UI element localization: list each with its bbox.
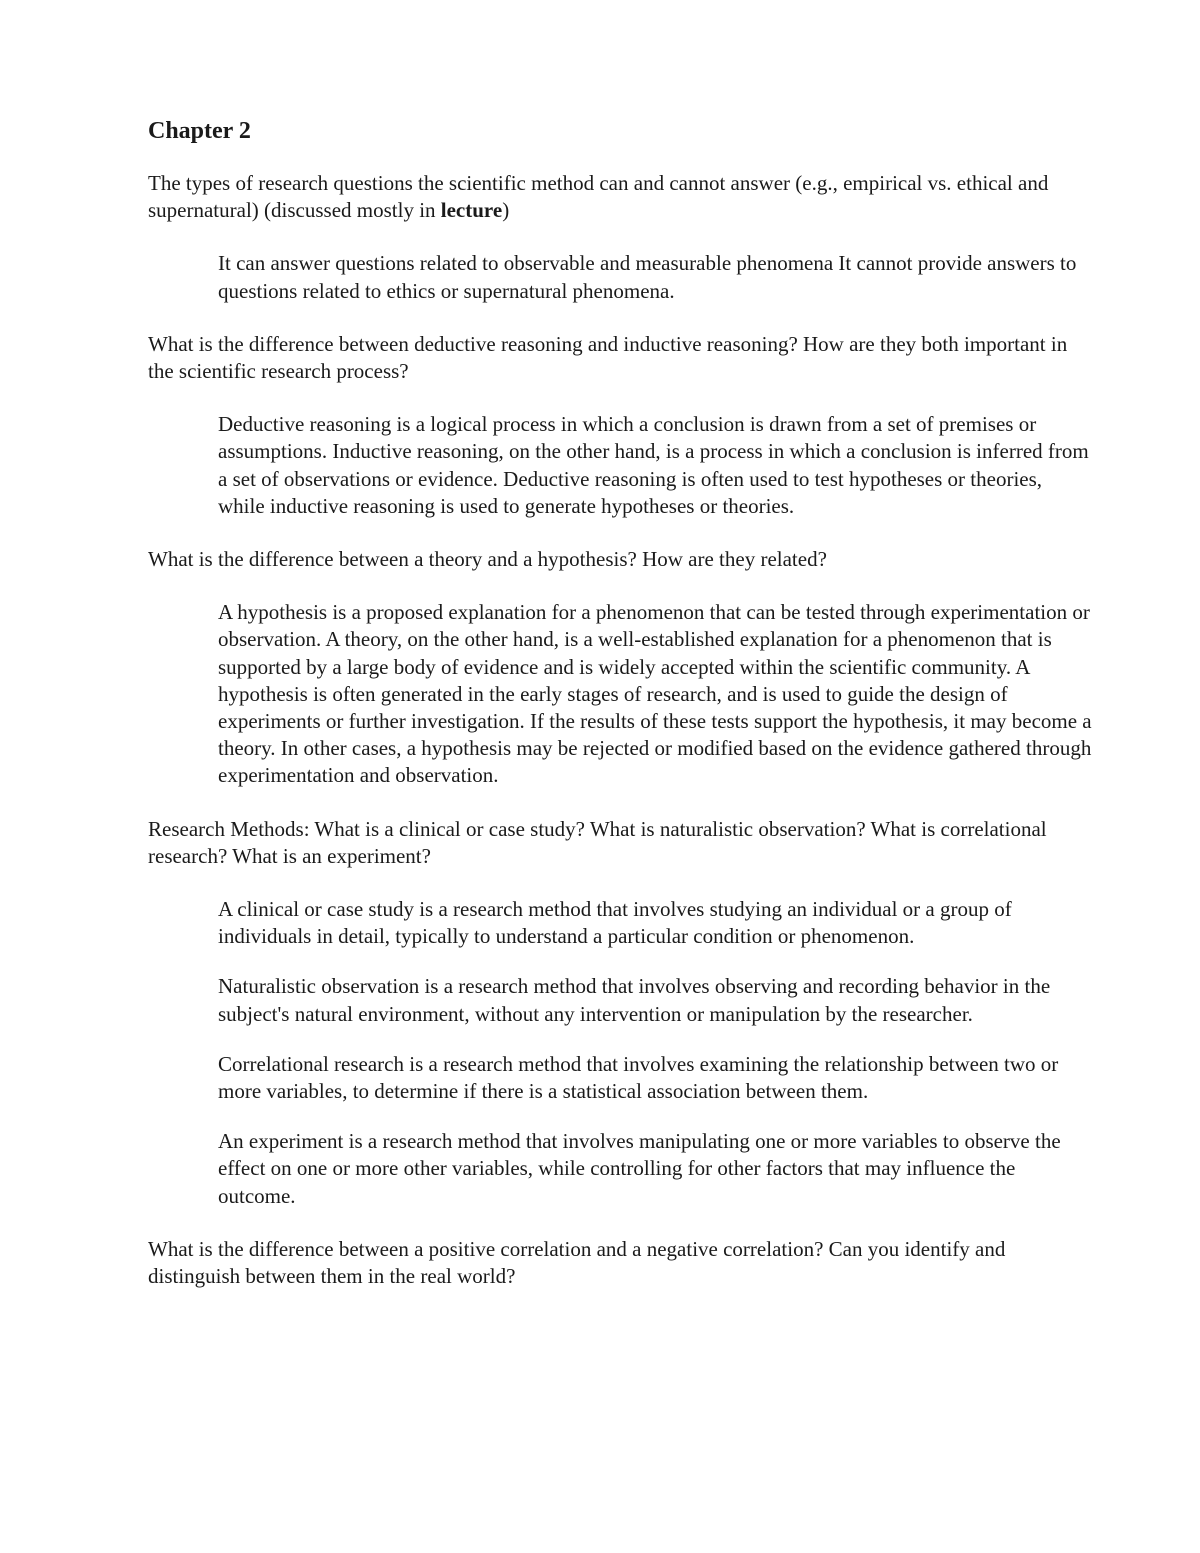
- answer-1: It can answer questions related to observable and measurable phenomena It cannot provide answers to questions related to ethics or supernatural phenomena.: [218, 251, 1077, 303]
- answer-3: A hypothesis is a proposed explanation for a phenomenon that can be tested through experimentation or observation. A theory, on the other hand, is a well-established explanation for a phenomenon that is supported by a large body of evidence and is widely accepted within the scientific community. A hypothesis is often generated in the early stages of research, and is used to guide the design of experiments or further investigation. If the results of these tests support the hypothesis, it may become a theory. In other cases, a hypothesis may be rejected or modified based on the evidence gathered through experimentation and observation.: [218, 600, 1092, 788]
- question-5: What is the difference between a positive correlation and a negative correlation? Can you identify and distinguish between them in the real world?: [148, 1236, 1006, 1289]
- question-1-bold-term: lecture: [440, 198, 503, 223]
- question-4: Research Methods: What is a clinical or case study? What is naturalistic observation? What is correlational research? What is an experiment?: [148, 816, 1047, 868]
- answer-4-experiment: An experiment is a research method that involves manipulating one or more variables to observe the effect on one or more other variables, while controlling for other factors that may influence the outcome.: [218, 1129, 1061, 1208]
- question-3: What is the difference between a theory and a hypothesis? How are they related?: [148, 547, 827, 572]
- answer-4-naturalistic-observation: Naturalistic observation is a research method that involves observing and recording behavior in the subject's natural environment, without any intervention or manipulation by the researcher.: [218, 974, 1051, 1026]
- answer-4-case-study: A clinical or case study is a research method that involves studying an individual or a group of individuals in detail, typically to understand a particular condition or phenomenon.: [218, 897, 1012, 949]
- page-title: Chapter 2: [148, 118, 251, 144]
- question-1-close: ): [502, 198, 510, 223]
- question-1-text: The types of research questions the scientific method can and cannot answer (e.g., empirical vs. ethical and supernatural) (discussed mostly in: [148, 171, 1049, 223]
- question-2: What is the difference between deductive reasoning and inductive reasoning? How are they both important in the scientific research process?: [148, 331, 1068, 384]
- document-page: [148, 114, 1093, 1316]
- answer-4-correlational-research: Correlational research is a research method that involves examining the relationship between two or more variables, to determine if there is a statistical association between them.: [218, 1051, 1059, 1104]
- answer-2: Deductive reasoning is a logical process in which a conclusion is drawn from a set of premises or assumptions. Inductive reasoning, on the other hand, is a process in which a conclusion is inferred from a set of observations or evidence. Deductive reasoning is often used to test hypotheses or theories, while inductive reasoning is used to generate hypotheses or theories.: [218, 412, 1089, 518]
- question-1: [148, 170, 1093, 224]
